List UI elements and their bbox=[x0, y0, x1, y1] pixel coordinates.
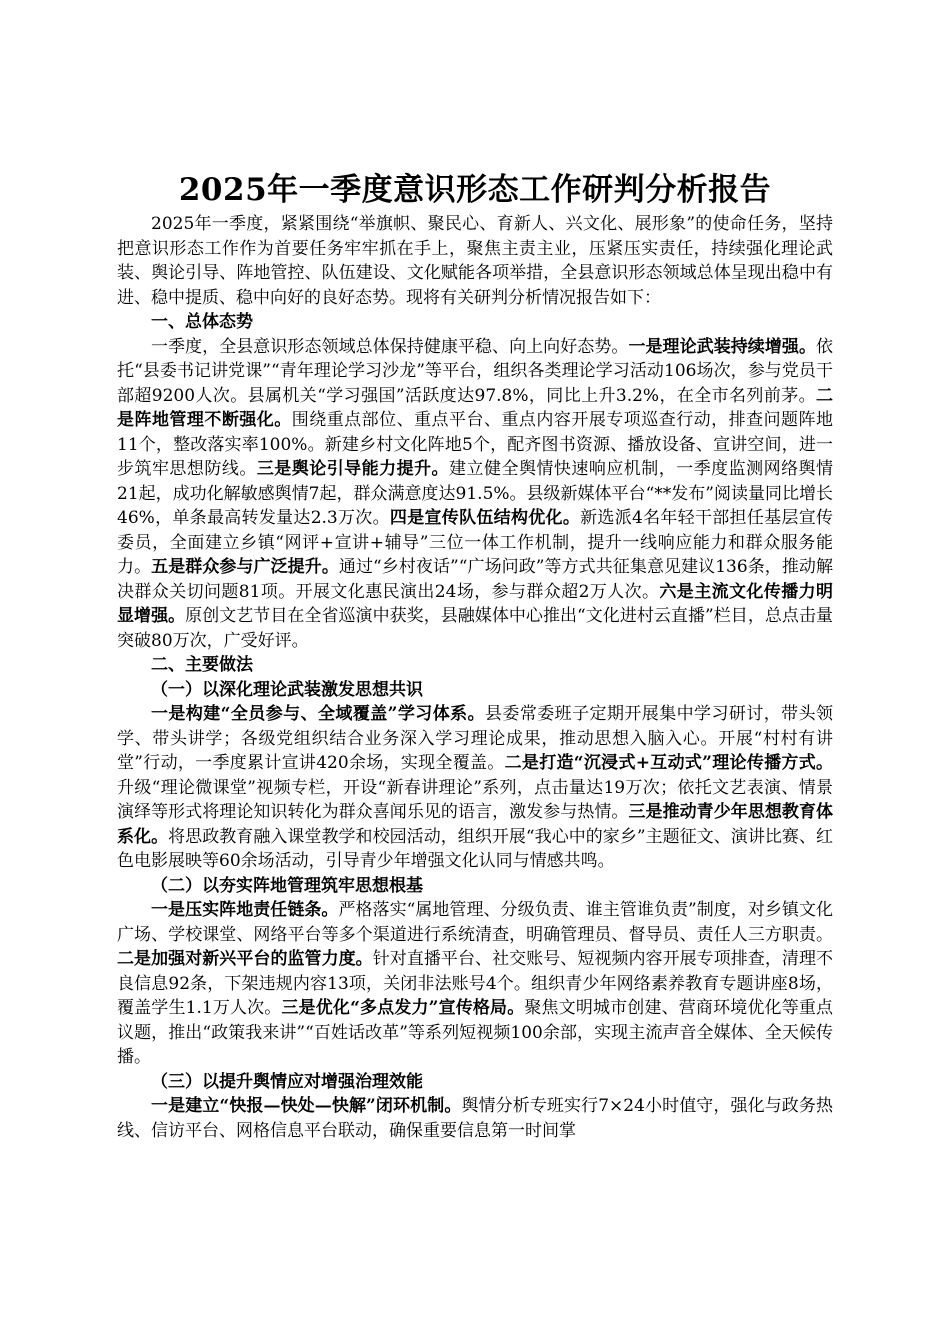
bold-point: 三是优化“多点发力”宣传格局。 bbox=[281, 998, 525, 1018]
position-paragraph bbox=[117, 898, 833, 1070]
bold-point: 五是群众参与广泛提升。 bbox=[151, 557, 339, 577]
text-span: 通过“乡村夜话”“广场问政”等方式共征集意见建议136条，推动解决群众关切问题81项。开展文化惠民演出24场，参与群众超2万人次。 bbox=[117, 557, 834, 602]
overall-paragraph bbox=[117, 335, 833, 654]
section-heading-practices: 二、主要做法 bbox=[151, 655, 253, 675]
bold-point: 二是打造“沉浸式+互动式”理论传播方式。 bbox=[504, 753, 833, 773]
text-span: 严格落实“属地管理、分级负责、谁主管谁负责”制度，对乡镇文化广场、学校课堂、网络平台等多个渠道进行系统清查，明确管理员、督导员、责任人三方职责。 bbox=[117, 900, 834, 945]
bold-point: 二是阵地管理不断强化。 bbox=[117, 385, 833, 430]
document-title: 2025年一季度意识形态工作研判分析报告 bbox=[178, 172, 772, 208]
text-span: 将思政教育融入课堂教学和校园活动，组织开展“我心中的家乡”主题征文、演讲比赛、红色电影展映等60余场活动，引导青少年增强文化认同与情感共鸣。 bbox=[117, 826, 833, 871]
subsection-heading-opinion: （三）以提升舆情应对增强治理效能 bbox=[151, 1071, 423, 1092]
bold-point: 三是舆论引导能力提升。 bbox=[256, 459, 450, 479]
text-span: 县委常委班子定期开展集中学习研讨，带头领学、带头讲学；各级党组织结合业务深入学习理论成果，推动思想入脑入心。开展“村村有讲堂”行动，一季度累计宣讲420余场，实现全覆盖。 bbox=[117, 704, 834, 773]
document-page bbox=[117, 170, 833, 1143]
text-span: 一季度，全县意识形态领域总体保持健康平稳、向上向好态势。 bbox=[151, 336, 629, 357]
text-span: 聚焦文明城市创建、营商环境优化等重点议题，推出“政策我来讲”“百姓话改革”等系列短视频100余部，实现主流声音全媒体、全天候传播。 bbox=[117, 998, 834, 1067]
theory-paragraph bbox=[117, 702, 833, 874]
text-span: 建立健全舆情快速响应机制，一季度监测网络舆情21起，成功化解敏感舆情7起，群众满意度达91.5%。县级新媒体平台“**发布”阅读量同比增长46%，单条最高转发量达2.3万次。 bbox=[117, 459, 834, 528]
bold-point: 三是推动青少年思想教育体系化。 bbox=[117, 802, 834, 847]
section-heading-overall: 一、总体态势 bbox=[151, 312, 253, 332]
opinion-paragraph bbox=[117, 1094, 833, 1143]
bold-point: 一是建立“快报—快处—快解”闭环机制。 bbox=[151, 1096, 462, 1116]
subsection-heading-position: （二）以夯实阵地管理筑牢思想根基 bbox=[151, 875, 423, 896]
text-span: 针对直播平台、社交账号、短视频内容开展专项排查，清理不良信息92条，下架违规内容13项，关闭非法账号4个。组织青少年网络素养教育专题讲座8场，覆盖学生1.1万人次。 bbox=[117, 949, 834, 1018]
bold-point: 一是构建“全员参与、全域覆盖”学习体系。 bbox=[151, 704, 485, 724]
text-span: 舆情分析专班实行7×24小时值守，强化与政务热线、信访平台、网格信息平台联动，确保重要信息第一时间掌 bbox=[117, 1096, 833, 1141]
text-span: 原创文艺节目在全省巡演中获奖，县融媒体中心推出“文化进村云直播”栏目，总点击量突破80万次，广受好评。 bbox=[117, 606, 833, 651]
text-span: 升级“理论微课堂”视频专栏，开设“新春讲理论”系列，点击量达19万次；依托文艺表演、情景演绎等形式将理论知识转化为群众喜闻乐见的语言，激发参与热情。 bbox=[117, 777, 833, 822]
bold-point: 一是压实阵地责任链条。 bbox=[151, 900, 339, 920]
text-span: 新选派4名年轻干部担任基层宣传委员，全面建立乡镇“网评+宣讲+辅导”三位一体工作机制，提升一线响应能力和群众服务能力。 bbox=[117, 508, 833, 577]
bold-point: 六是主流文化传播力明显增强。 bbox=[117, 581, 833, 626]
bold-point: 一是理论武装持续增强。 bbox=[628, 336, 817, 357]
subsection-heading-theory: （一）以深化理论武装激发思想共识 bbox=[151, 679, 423, 700]
text-span: 围绕重点部位、重点平台、重点内容开展专项巡查行动，排查问题阵地11个，整改落实率100%。新建乡村文化阵地5个，配齐图书资源、播放设备、宣讲空间，进一步筑牢思想防线。 bbox=[117, 410, 833, 479]
text-span: 依托“县委书记讲党课”“青年理论学习沙龙”等平台，组织各类理论学习活动106场次，参与党员干部超9200人次。县属机关“学习强国”活跃度达97.8%，同比上升3.2%，在全市名列前茅。 bbox=[117, 336, 834, 406]
bold-point: 四是宣传队伍结构优化。 bbox=[389, 508, 581, 528]
intro-paragraph: 2025年一季度，紧紧围绕“举旗帜、聚民心、育新人、兴文化、展形象”的使命任务，坚持把意识形态工作作为首要任务牢牢抓在手上，聚焦主责主业，压紧压实责任，持续强化理论武装、舆论引导、阵地管控、队伍建设、文化赋能各项举措，全县意识形态领域总体呈现出稳中有进、稳中提质、稳中向好的良好态势。现将有关研判分析情况报告如下： bbox=[117, 214, 833, 308]
bold-point: 二是加强对新兴平台的监管力度。 bbox=[117, 949, 373, 969]
